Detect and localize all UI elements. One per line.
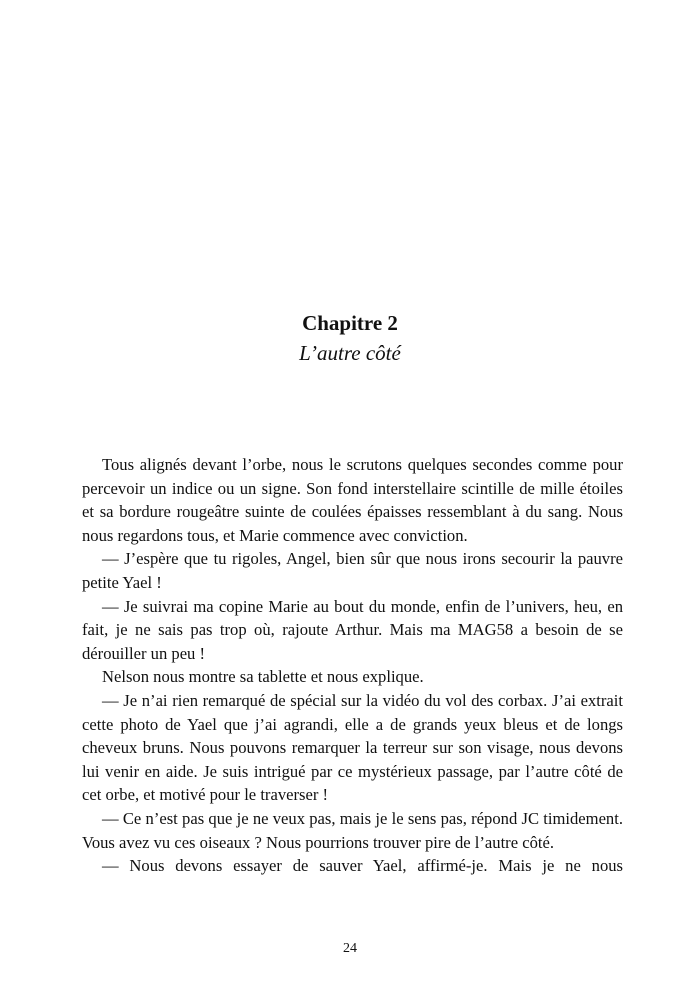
- paragraph: — Ce n’est pas que je ne veux pas, mais je le sens pas, répond JC timidement. Vous avez vu ces oiseaux ? Nous pourrions trouver pire de l’autre côté.: [82, 808, 623, 852]
- page-number: 24: [343, 941, 357, 956]
- paragraph: — Nous devons essayer de sauver Yael, affirmé-je. Mais je ne nous: [102, 856, 623, 876]
- paragraph: Nelson nous montre sa tablette et nous explique.: [102, 667, 424, 687]
- paragraph: — J’espère que tu rigoles, Angel, bien sûr que nous irons secourir la pauvre petite Yael !: [82, 549, 623, 592]
- paragraph: Tous alignés devant l’orbe, nous le scrutons quelques secondes comme pour percevoir un indice ou un signe. Son fond interstellaire scintille de mille étoiles et sa bordure rougeâtre suinte de coulées épaisses ressemblant à du sang. Nous nous regardons tous, et Marie commence avec conviction.: [82, 455, 623, 545]
- chapter-title: L’autre côté: [299, 341, 401, 365]
- paragraph: — Je n’ai rien remarqué de spécial sur la vidéo du vol des corbax. J’ai extrait cette photo de Yael que j’ai agrandi, elle a de grands yeux bleus et de longs cheveux bruns. Nous pouvons remarquer la terreur sur son visage, nous devons lui venir en aide. Je suis intrigué par ce mystérieux passage, par l’autre côté de cet orbe, et motivé pour le traverser !: [82, 690, 623, 805]
- paragraph: — Je suivrai ma copine Marie au bout du monde, enfin de l’univers, heu, en fait, je ne sais pas trop où, rajoute Arthur. Mais ma MAG58 a besoin de se dérouiller un peu !: [82, 596, 623, 663]
- body-text: [82, 453, 623, 878]
- chapter-header: [0, 308, 700, 368]
- chapter-number: Chapitre 2: [302, 311, 398, 335]
